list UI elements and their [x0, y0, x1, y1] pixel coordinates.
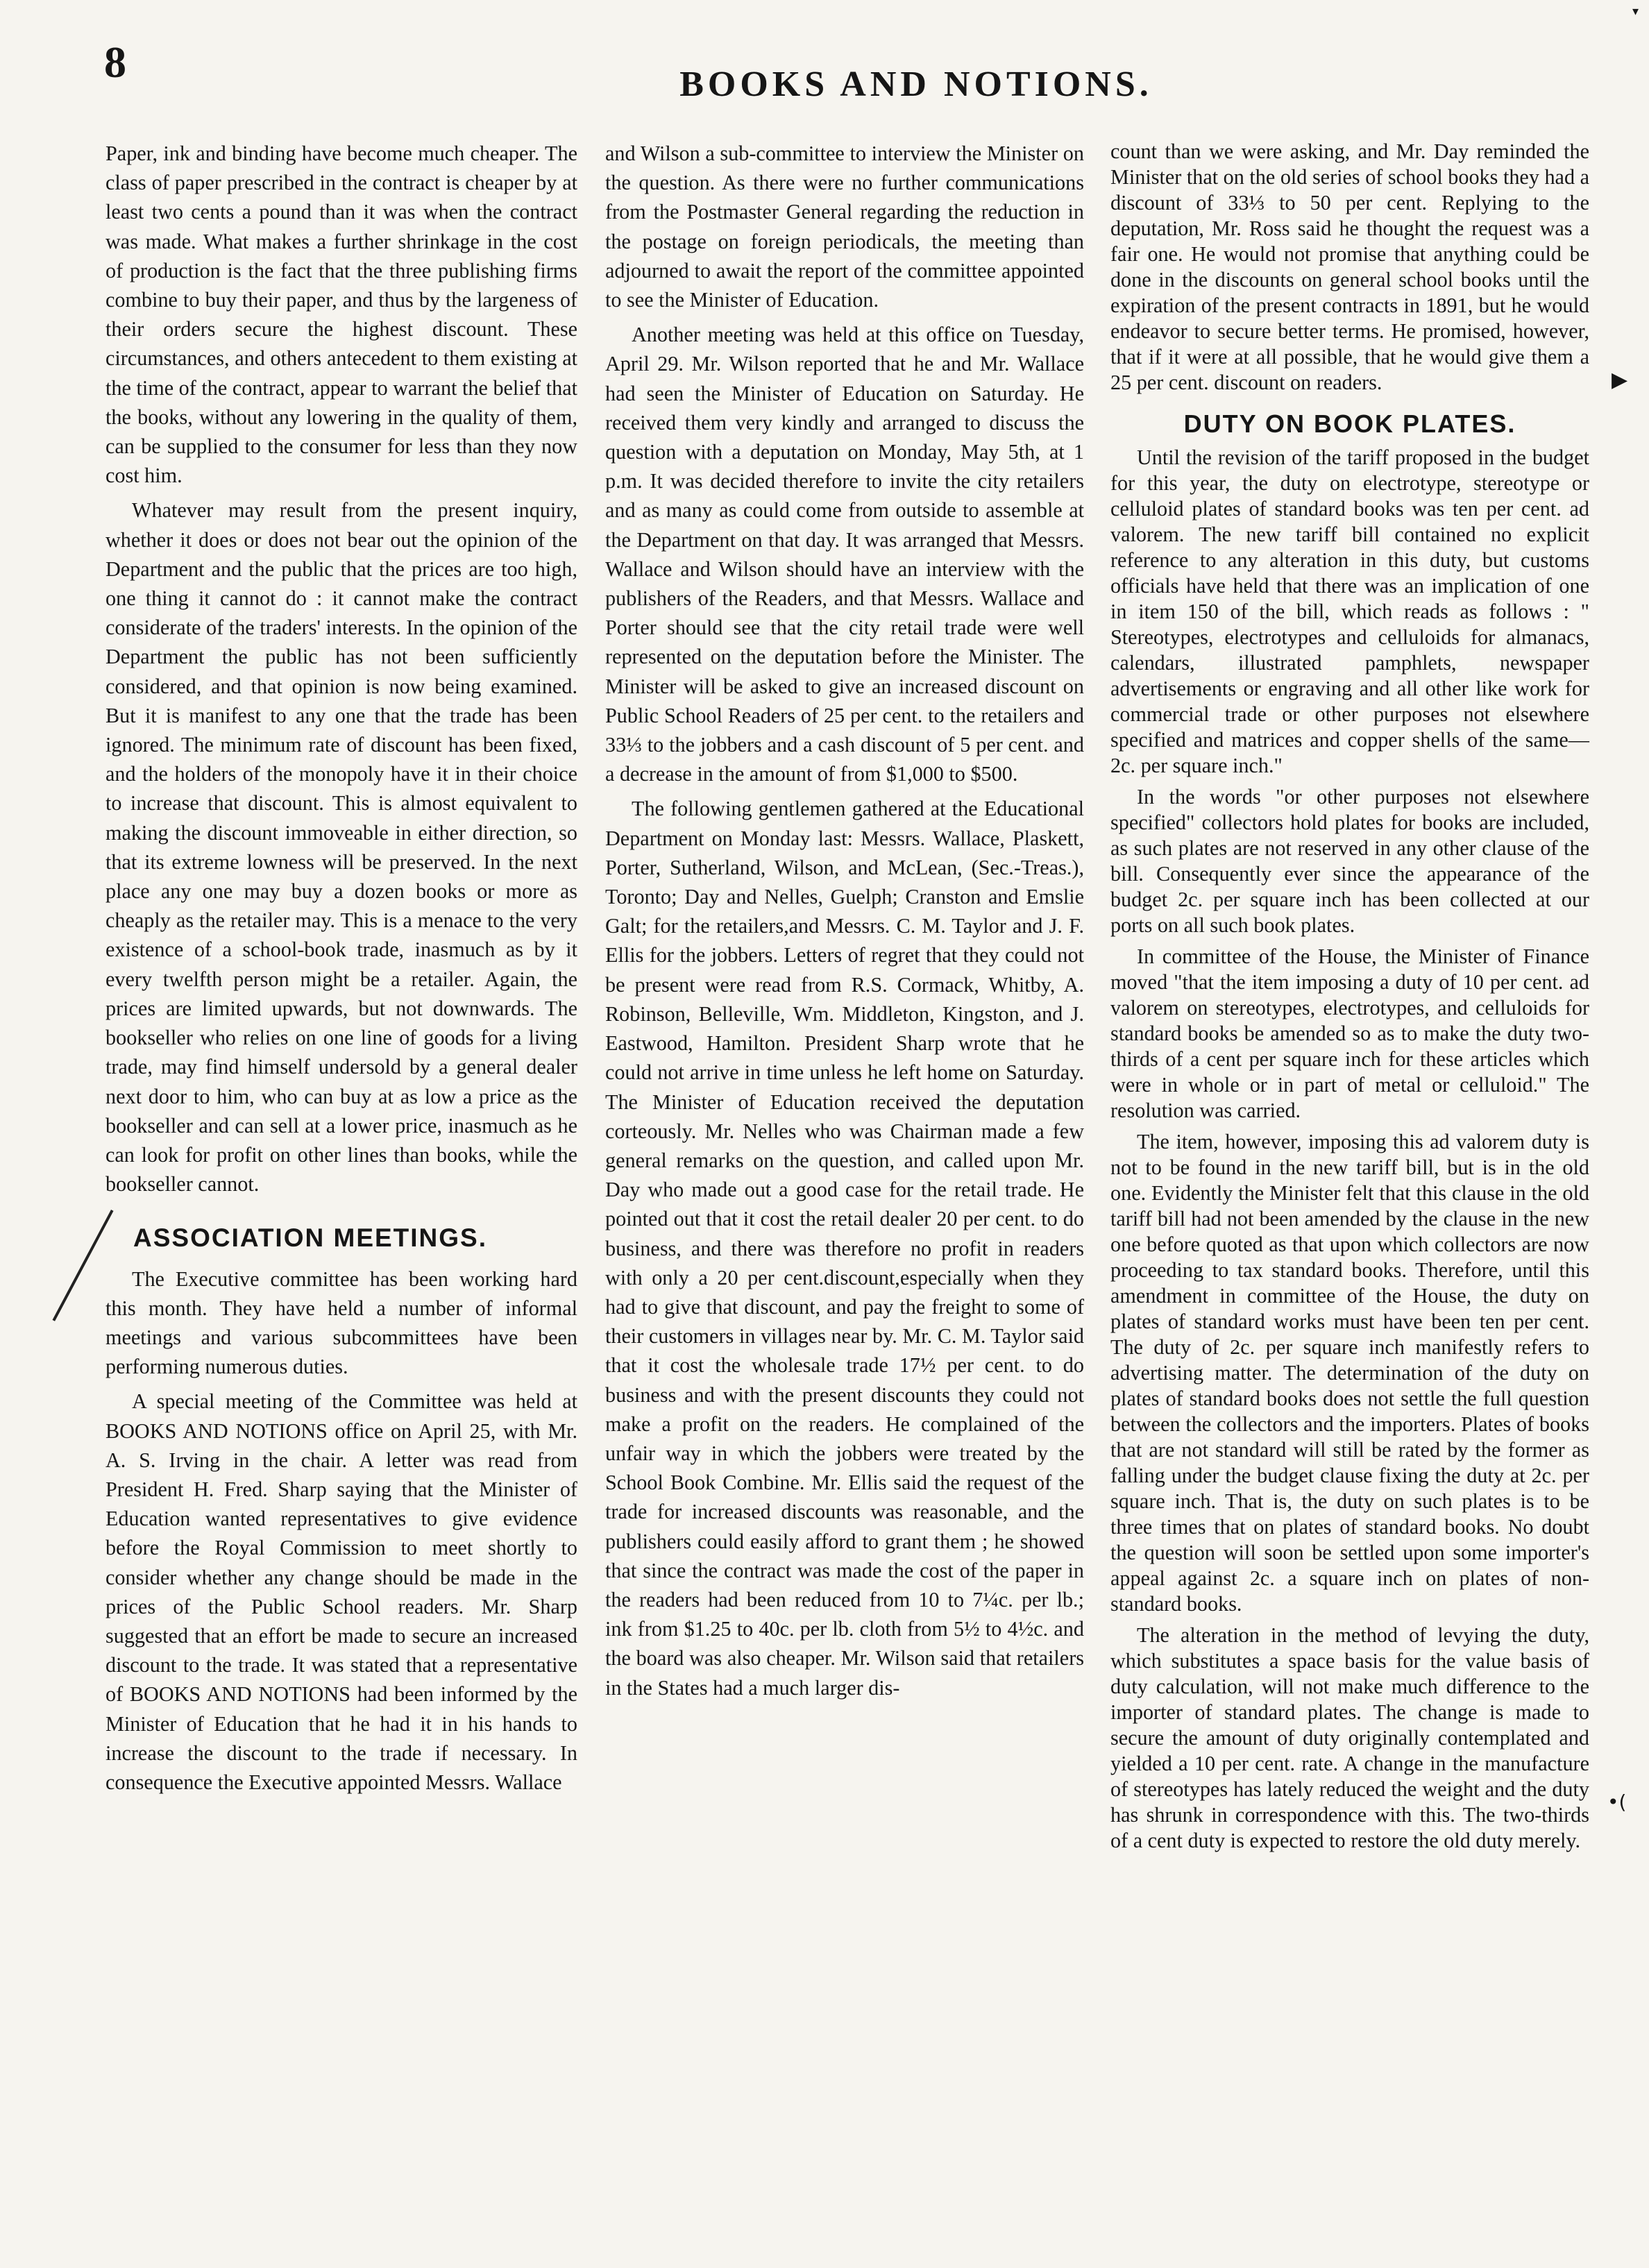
paragraph: Whatever may result from the present inquiry, whether it does or does not bear out the opinion of the Department and the public that the prices are too high, one thing it cannot do : it cannot make the contract considerate of the traders' interests. In the opinion of the Department the public has not been sufficiently considered, and that opinion is now being examined. But it is manifest to any one that the trade has been ignored. The minimum rate of discount has been fixed, and the holders of the monopoly have it in their choice to increase that discount. This is almost equivalent to making the discount immoveable in either direction, so that its extreme lowness will be preserved. In the next place any one may buy a dozen books or more as cheaply as the retailer may. This is a menace to the very existence of a school-book trade, inasmuch as by it every twelfth person might be a retailer. Again, the prices are limited upwards, but not downwards. The bookseller who relies on one line of goods for a living trade, may find himself undersold by a general dealer next door to him, who can buy at as low a price as the bookseller and can sell at a lower price, inasmuch as he can look for profit on other lines than books, while the bookseller cannot.: [105, 498, 577, 1196]
bullet-mark: ▶: [1612, 368, 1628, 392]
paragraph: Paper, ink and binding have become much cheaper. The class of paper prescribed in the contract is cheaper by at least two cents a pound than it was when the contract was made. What makes a further shrinkage in the cost of production is the fact that the three publishing firms combine to buy their paper, and thus by the largeness of their orders secure the highest discount. These circumstances, and others antecedent to them existing at the time of the contract, appear to warrant the belief that the books, without any lowering in the quality of them, can be supplied to the consumer for less than they now cost him.: [105, 142, 577, 488]
paragraph: Another meeting was held at this office on Tuesday, April 29. Mr. Wilson reported that he and Mr. Wallace had seen the Minister of Education on Saturday. He received them very kindly and arranged to discuss the question with a deputation on Monday, May 5th, at 1 p.m. It was decided therefore to invite the city retailers and as many as could come from outside to assemble at the Department on that day. It was arranged that Messrs. Wallace and Wilson should have an interview with the publishers of the Readers, and that Messrs. Wallace and Porter should see that the city retail trade were well represented on the deputation before the Minister. The Minister will be asked to give an increased discount on Public School Readers of 25 per cent. to the retailers and 33⅓ to the jobbers and a cash discount of 5 per cent. and a decrease in the amount of from $1,000 to $500.: [605, 323, 1084, 786]
paragraph: The Executive committee has been working hard this month. They have held a number of informal meetings and various subcommittees have been performing numerous duties.: [105, 1267, 577, 1379]
paragraph: A special meeting of the Committee was held at BOOKS AND NOTIONS office on April 25, with Mr. A. S. Irving in the chair. A letter was read from President H. Fred. Sharp saying that the Minister of Education wanted representatives to give evidence before the Royal Commission to meet shortly to consider whether any change should be made in the prices of the Public School readers. Mr. Sharp suggested that an effort be made to secure an increased discount to the trade. It was stated that a representative of BOOKS AND NOTIONS had been informed by the Minister of Education that he had it in his hands to increase the discount to the trade if necessary. In consequence the Executive appointed Messrs. Wallace: [105, 1389, 577, 1794]
column-3: [1110, 139, 1589, 1854]
paragraph: In committee of the House, the Minister of Finance moved "that the item imposing a duty of 10 per cent. ad valorem on stereotypes, electrotypes, and celluloids for standard books be amended so as to make the duty two-thirds of a cent per square inch for these articles which were in whole or in part of metal or celluloid." The resolution was carried.: [1110, 945, 1589, 1122]
heading-text: ASSOCIATION MEETINGS.: [133, 1224, 488, 1253]
paragraph: In the words "or other purposes not elsewhere specified" collectors hold plates for books are included, as such plates are not reserved in any other clause of the bill. Consequently ever since the appearance of the budget 2c. per square inch has been collected at our ports on all such book plates.: [1110, 785, 1589, 937]
masthead: BOOKS AND NOTIONS.: [679, 65, 1153, 104]
paragraph: The following gentlemen gathered at the Educational Department on Monday last: Messrs. Wallace, Plaskett, Porter, Sutherland, Wilson, and McLean, (Sec.-Treas.), Toronto; Day and Nelles, Guelph; Cranston and Emslie Galt; for the retailers,and Messrs. C. M. Taylor and J. F. Ellis for the jobbers. Letters of regret that they could not be present were read from R.S. Cormack, Whitby, A. Robinson, Belleville, Wm. Middleton, Kingston, and J. Eastwood, Hamilton. President Sharp wrote that he could not arrive in time unless he left home on Saturday. The Minister of Education received the deputation corteously. Mr. Nelles who was Chairman made a few general remarks on the question, and called upon Mr. Day who made out a good case for the retail trade. He pointed out that it cost the retail dealer 20 per cent. to do business, and there was therefore no profit in readers with only a 20 per cent.discount,especially when they had to give that discount, and pay the freight to some of their customers in villages near by. Mr. C. M. Taylor said that it cost the wholesale trade 17½ per cent. to do business and with the present discounts they could not make a profit on the readers. He complained of the unfair way in which the jobbers were treated by the School Book Combine. Mr. Ellis said the request of the trade for increased discounts was reasonable, and the publishers could easily afford to grant them ; he showed that since the contract was made the cost of the paper in the readers had been reduced from 10 to 7¼c. per lb.; ink from $1.25 to 40c. per lb. cloth from 5½ to 4½c. and the board was also cheaper. Mr. Wilson said that retailers in the States had a much larger dis-: [605, 797, 1084, 1700]
paragraph: Until the revision of the tariff proposed in the budget for this year, the duty on electrotype, stereotype or celluloid plates of standard books was ten per cent. ad valorem. The new tariff bill contained no explicit reference to any alteration in this duty, but customs officials have held that there was an implication of one in item 150 of the bill, which reads as follows : " Stereotypes, electrotypes and celluloids for almanacs, calendars, illustrated pamphlets, newspaper advertisements or engraving and all other like work for commercial trade or other purposes not elsewhere specified and matrices and copper shells of the same—2c. per square inch.": [1110, 446, 1589, 777]
paragraph: The alteration in the method of levying the duty, which substitutes a space basis for the value basis of duty calculation, will not make much difference to the importer of standard plates. The change is made to secure the amount of duty originally contemplated and yielded a 10 per cent. rate. A change in the manufacture of stereotypes has lately reduced the weight and the duty has shrunk in correspondence with this. The two-thirds of a cent duty is expected to restore the old duty merely.: [1110, 1623, 1589, 1852]
paragraph: The item, however, imposing this ad valorem duty is not to be found in the new tariff bill, but is in the old one. Evidently the Minister felt that this clause in the old tariff bill had not been amended by the clause in the new one before quoted as that upon which collectors are now proceeding to tax standard books. Therefore, until this amendment in committee of the House, the duty on plates of standard works must have been ten per cent. The duty of 2c. per square inch manifestly refers to advertising matter. The determination of the duty on plates of standard books does not settle the full question between the collectors and the importers. Plates of books that are not standard will still be rated by the former as falling under the budget clause fixing the duty at 2c. per square inch. That is, the duty on such plates is to be three times that on plates of standard books. No doubt the question will soon be settled upon some importer's appeal against 2c. a square inch on plates of non-standard books.: [1110, 1130, 1589, 1616]
pencil-slash-mark: [52, 1210, 113, 1321]
column-1: [105, 139, 577, 1797]
section-heading-association-meetings: [105, 1224, 577, 1253]
section-heading-duty-on-book-plates: DUTY ON BOOK PLATES.: [1183, 409, 1516, 438]
page-number: 8: [104, 37, 126, 87]
paragraph: count than we were asking, and Mr. Day reminded the Minister that on the old series of school books they had a discount of 33⅓ to 50 per cent. Replying to the deputation, Mr. Ross said he thought the request was a fair one. He would not promise that anything could be done in the discounts on general school books until the expiration of the present contracts in 1891, but he would endeavor to secure better terms. He promised, however, that if it were at all possible, that he would give them a 25 per cent. discount on readers.: [1110, 139, 1589, 394]
edge-mark: •(: [1607, 1791, 1627, 1813]
column-2: [605, 139, 1084, 1702]
corner-mark: ▾: [1632, 4, 1639, 19]
paragraph: and Wilson a sub-committee to interview the Minister on the question. As there were no further communications from the Postmaster General regarding the reduction in the postage on foreign periodicals, the meeting than adjourned to await the report of the committee appointed to see the Minister of Education.: [605, 142, 1084, 312]
